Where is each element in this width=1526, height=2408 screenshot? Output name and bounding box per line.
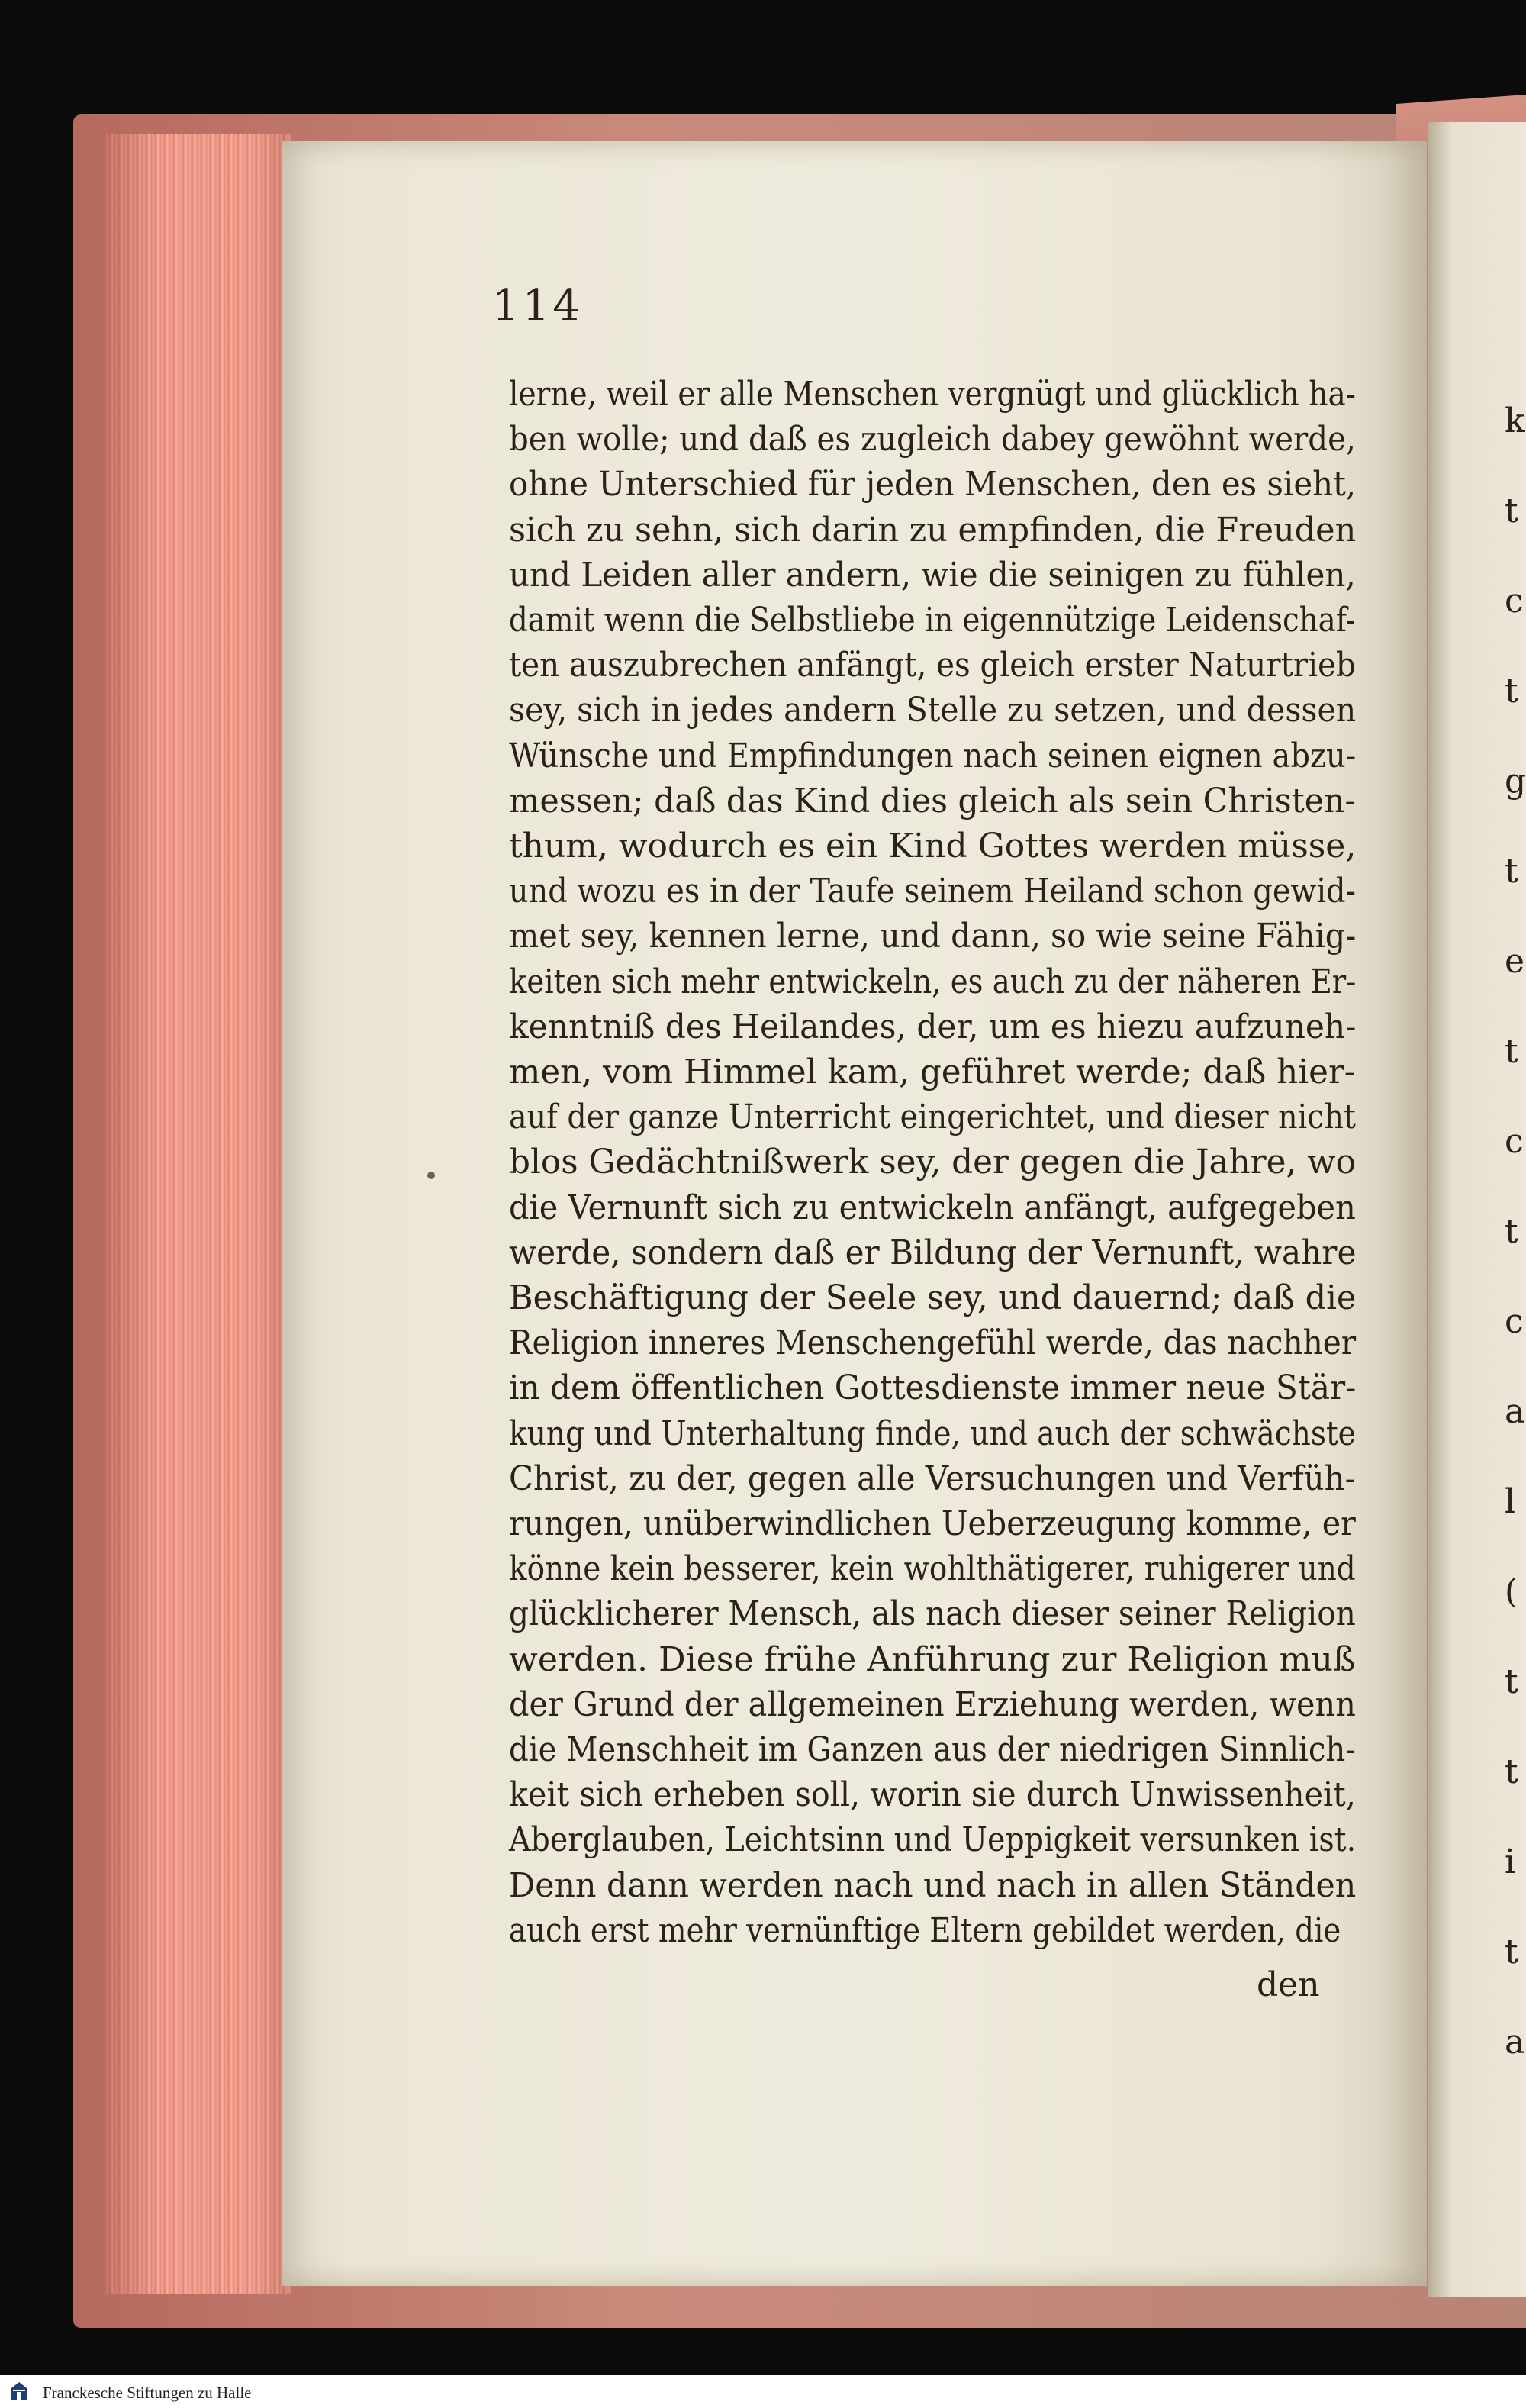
facing-page-fragment: t bbox=[1505, 852, 1518, 891]
text-line: Aberglauben, Leichtsinn und Ueppigkeit versunken ist. bbox=[509, 1820, 1357, 1860]
text-line: auch erst mehr vernünftige Eltern gebildet werden, die bbox=[509, 1910, 1341, 1950]
facing-page-fragment: c bbox=[1505, 1302, 1524, 1341]
text-line: glücklicherer Mensch, als nach dieser seiner Religion bbox=[509, 1594, 1356, 1634]
text-line: Christ, zu der, gegen alle Versuchungen und Verfüh- bbox=[509, 1459, 1356, 1498]
text-line: blos Gedächtnißwerk sey, der gegen die Jahre, wo bbox=[509, 1143, 1356, 1182]
text-line: Denn dann werden nach und nach in allen Ständen bbox=[509, 1865, 1357, 1905]
facing-page-fragment: t bbox=[1505, 672, 1518, 711]
facing-page-fragment: g bbox=[1505, 762, 1526, 801]
institution-name: Franckesche Stiftungen zu Halle bbox=[43, 2384, 252, 2402]
text-line: met sey, kennen lerne, und dann, so wie seine Fähig- bbox=[509, 917, 1357, 956]
text-line: Religion inneres Menschengefühl werde, das nachher bbox=[509, 1323, 1357, 1363]
text-line: lerne, weil er alle Menschen vergnügt und glücklich ha- bbox=[509, 375, 1357, 414]
page-number: 114 bbox=[492, 281, 583, 330]
facing-page-fragment: c bbox=[1505, 582, 1524, 621]
facing-page-fragment: t bbox=[1505, 1933, 1518, 1971]
text-line: damit wenn die Selbstliebe in eigennützige Leidenschaf- bbox=[509, 601, 1356, 640]
text-line: kenntniß des Heilandes, der, um es hiezu aufzuneh- bbox=[509, 1007, 1357, 1046]
facing-page-fragment: a bbox=[1505, 2023, 1525, 2061]
text-line: in dem öffentlichen Gottesdienste immer neue Stär- bbox=[509, 1368, 1357, 1408]
text-line: ten auszubrechen anfängt, es gleich erster Naturtrieb bbox=[509, 646, 1356, 685]
catchword: den bbox=[1257, 1965, 1320, 2004]
facing-page-fragment: e bbox=[1505, 942, 1525, 981]
text-line: sey, sich in jedes andern Stelle zu setzen, und dessen bbox=[509, 691, 1357, 730]
page-edges-shade bbox=[105, 134, 288, 2294]
facing-page-fragment: l bbox=[1505, 1482, 1516, 1521]
text-line: der Grund der allgemeinen Erziehung werden, wenn bbox=[509, 1684, 1356, 1724]
footer-bar bbox=[0, 2375, 1526, 2408]
facing-page-fragment: t bbox=[1505, 1032, 1518, 1071]
text-line: messen; daß das Kind dies gleich als sein Christen- bbox=[509, 781, 1356, 820]
text-line: ben wolle; und daß es zugleich dabey gewöhnt werde, bbox=[509, 420, 1356, 459]
text-line: könne kein besserer, kein wohlthätigerer, ruhigerer und bbox=[509, 1549, 1356, 1589]
facing-page-fragment: t bbox=[1505, 1662, 1518, 1701]
facing-page-fragment: t bbox=[1505, 1752, 1518, 1791]
text-line: und Leiden aller andern, wie die seinigen zu fühlen, bbox=[509, 555, 1356, 595]
facing-page-fragment: c bbox=[1505, 1122, 1524, 1161]
facing-page-fragment: i bbox=[1505, 1842, 1516, 1881]
text-line: ohne Unterschied für jeden Menschen, den es sieht, bbox=[509, 465, 1357, 504]
text-line: auf der ganze Unterricht eingerichtet, und dieser nicht bbox=[509, 1098, 1356, 1137]
page-speck bbox=[427, 1172, 435, 1179]
institution-logo-icon bbox=[8, 2380, 31, 2403]
facing-page-fragment: t bbox=[1505, 1212, 1518, 1251]
text-line: werden. Diese frühe Anführung zur Religion muß bbox=[509, 1639, 1356, 1679]
facing-page-fragment: t bbox=[1505, 492, 1518, 530]
text-line: sich zu sehn, sich darin zu empfinden, die Freuden bbox=[509, 510, 1357, 550]
text-line: keiten sich mehr entwickeln, es auch zu der näheren Er- bbox=[509, 962, 1357, 1001]
text-line: thum, wodurch es ein Kind Gottes werden müsse, bbox=[509, 827, 1357, 866]
text-line: Beschäftigung der Seele sey, und dauernd; daß die bbox=[509, 1278, 1357, 1317]
text-line: Wünsche und Empfindungen nach seinen eignen abzu- bbox=[509, 736, 1357, 775]
facing-page-fragment: ( bbox=[1505, 1572, 1518, 1611]
text-line: kung und Unterhaltung finde, und auch der schwächste bbox=[509, 1414, 1356, 1453]
text-line: werde, sondern daß er Bildung der Vernunft, wahre bbox=[509, 1233, 1357, 1272]
text-line: und wozu es in der Taufe seinem Heiland schon gewid- bbox=[509, 872, 1356, 911]
text-line: keit sich erheben soll, worin sie durch Unwissenheit, bbox=[509, 1775, 1356, 1815]
facing-page-fragment: k bbox=[1505, 401, 1525, 440]
text-line: rungen, unüberwindlichen Ueberzeugung komme, er bbox=[509, 1504, 1356, 1543]
facing-page-fragment: a bbox=[1505, 1392, 1525, 1431]
text-line: men, vom Himmel kam, geführet werde; daß hier- bbox=[509, 1052, 1356, 1091]
text-line: die Vernunft sich zu entwickeln anfängt, aufgegeben bbox=[509, 1188, 1356, 1227]
text-line: die Menschheit im Ganzen aus der niedrigen Sinnlich- bbox=[509, 1730, 1356, 1769]
